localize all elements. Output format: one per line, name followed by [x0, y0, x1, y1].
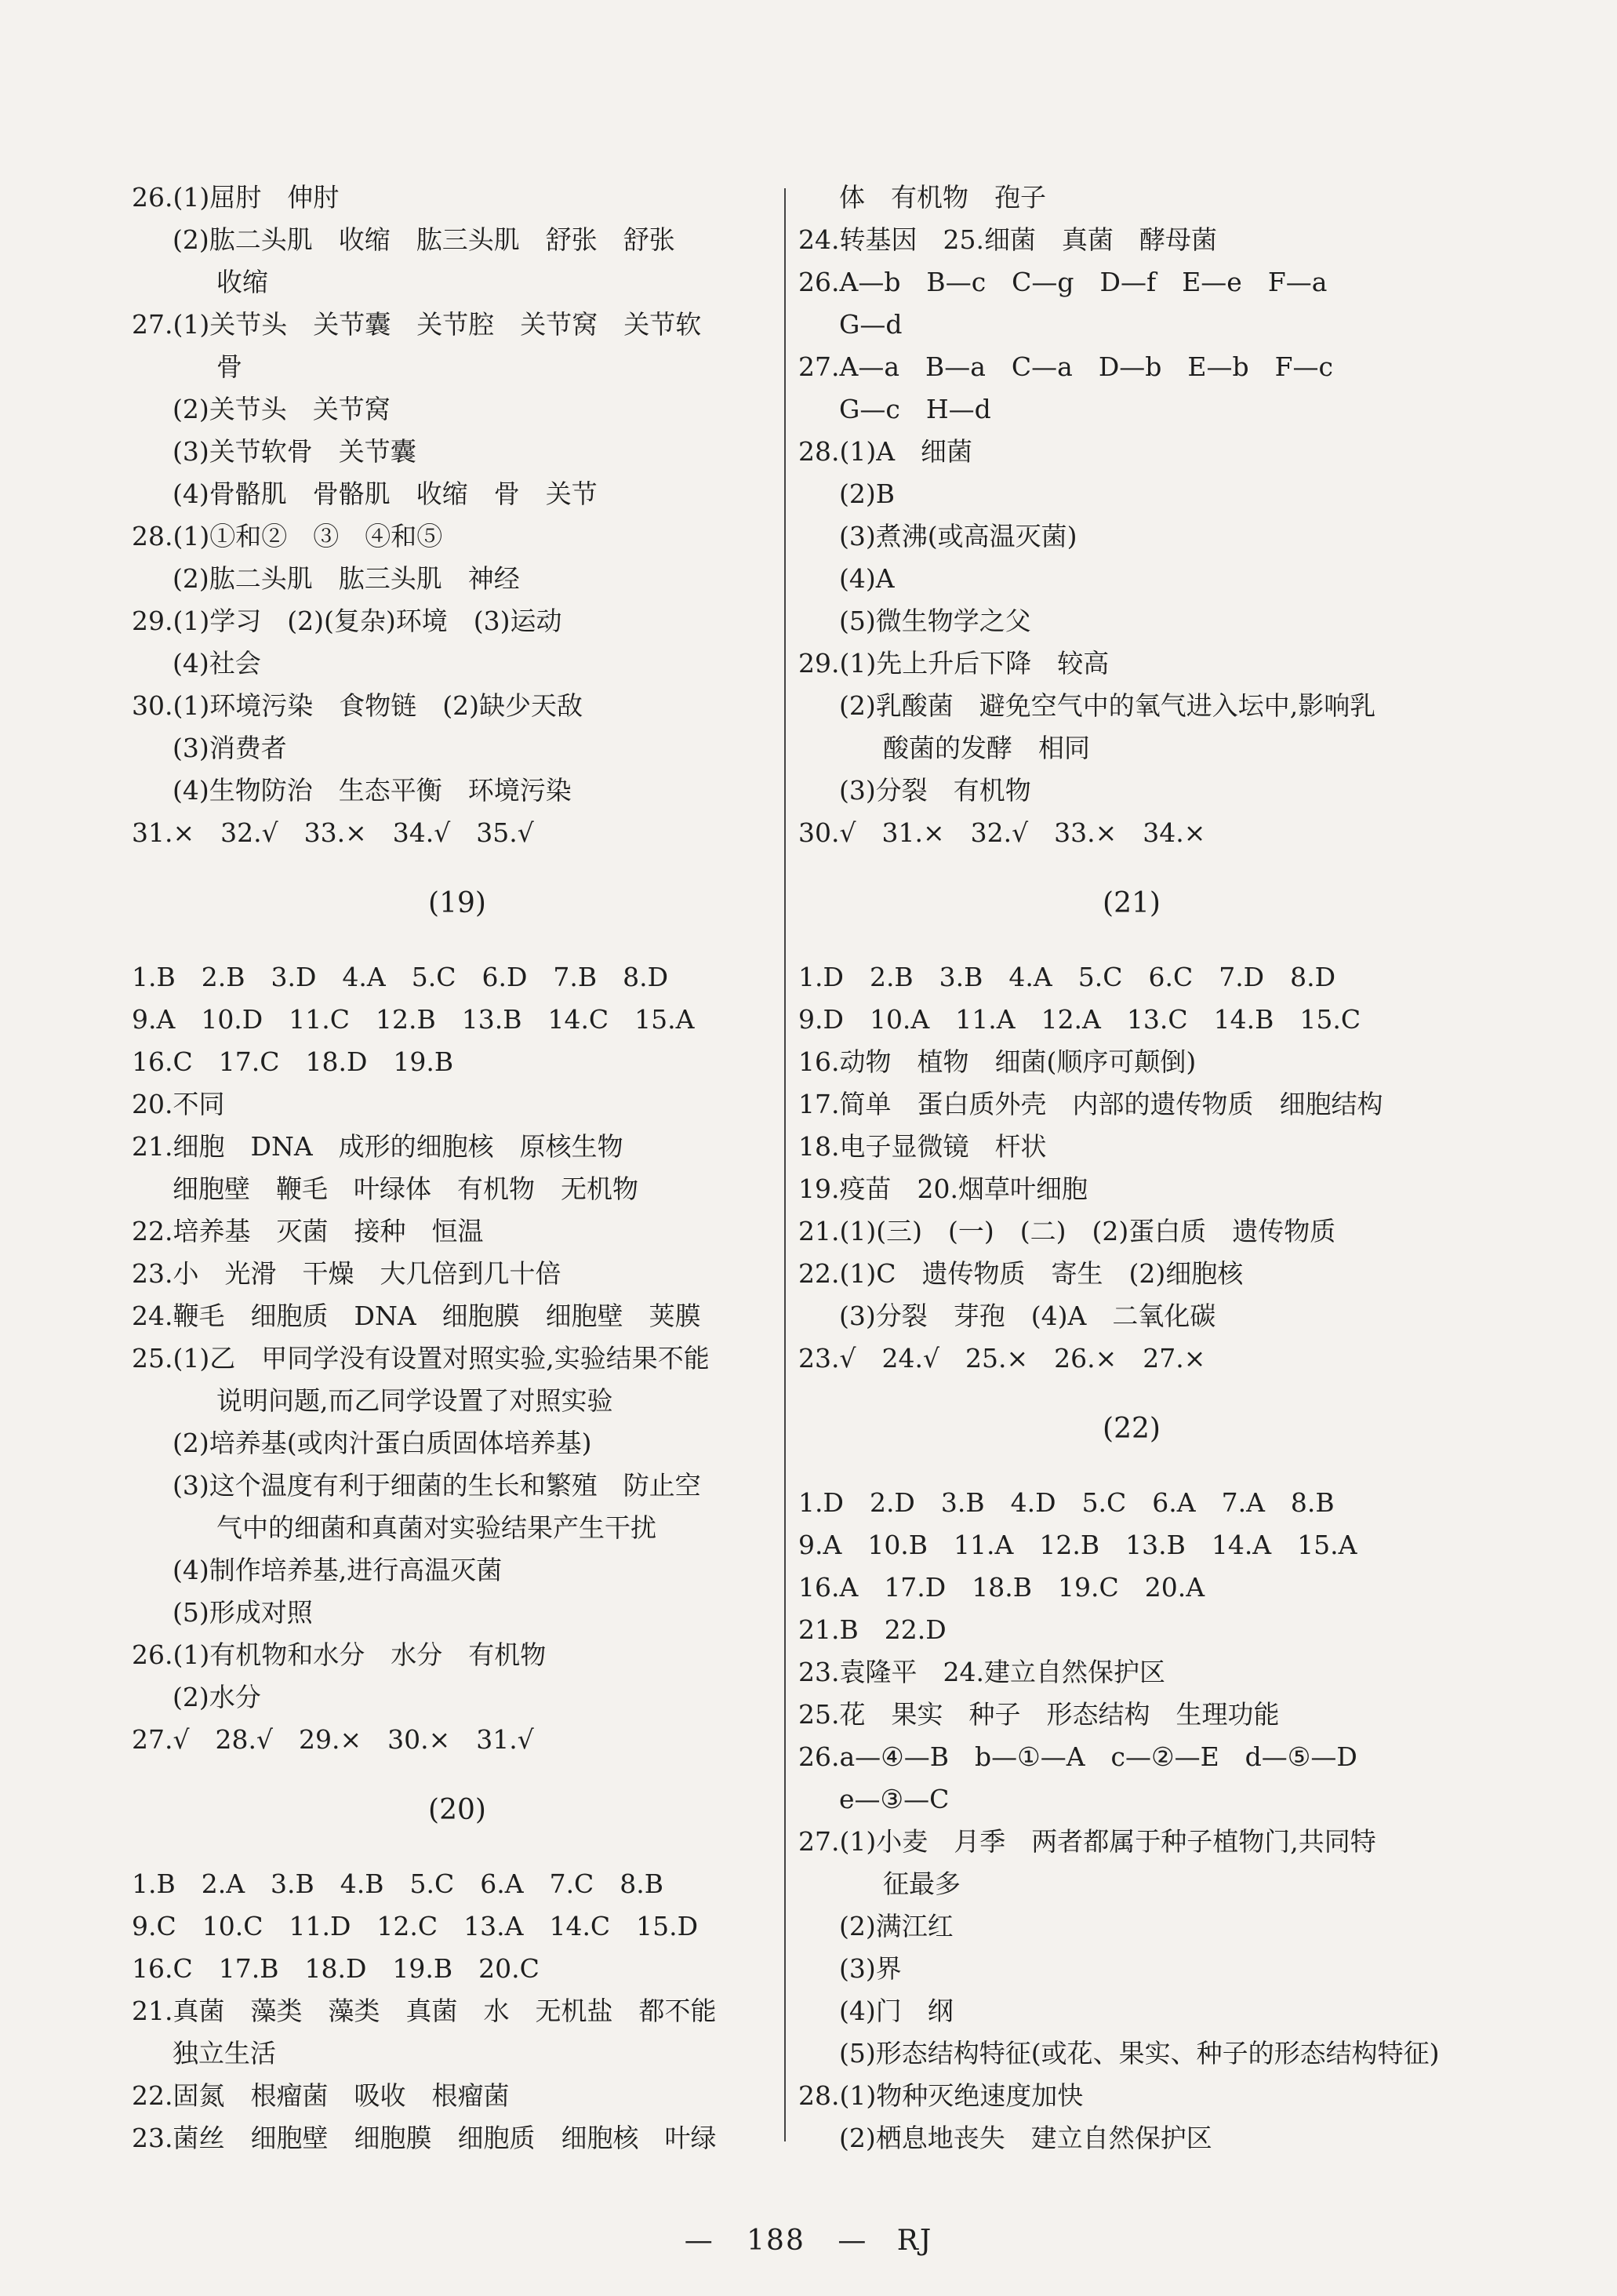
answer-line: 27.(1)小麦 月季 两者都属于种子植物门,共同特	[798, 1826, 1376, 1857]
answer-line: 9.A 10.D 11.C 12.B 13.B 14.C 15.A	[132, 1004, 695, 1035]
answer-line: 28.(1)物种灭绝速度加快	[798, 2080, 1084, 2111]
answer-line: 23.菌丝 细胞壁 细胞膜 细胞质 细胞核 叶绿	[132, 2123, 717, 2153]
answer-line: (2)水分	[173, 1682, 261, 1712]
answer-line: 26.(1)屈肘 伸肘	[132, 182, 340, 213]
answer-line: 27.A—a B—a C—a D—b E—b F—c	[798, 351, 1334, 382]
answer-line: 9.A 10.B 11.A 12.B 13.B 14.A 15.A	[798, 1530, 1357, 1560]
answer-line: 25.花 果实 种子 形态结构 生理功能	[798, 1699, 1280, 1730]
answer-line: (2)肱二头肌 收缩 肱三头肌 舒张 舒张	[173, 224, 675, 255]
answer-line: (2)肱二头肌 肱三头肌 神经	[173, 563, 520, 594]
answer-line: 26.a—④—B b—①—A c—②—E d—⑤—D	[798, 1741, 1357, 1772]
answer-line: (4)门 纲	[839, 1996, 954, 2026]
answer-line: 22.固氮 根瘤菌 吸收 根瘤菌	[132, 2080, 510, 2111]
answer-line: (3)消费者	[173, 733, 287, 763]
answer-line: 23.小 光滑 干燥 大几倍到几十倍	[132, 1258, 561, 1289]
answer-line: (3)分裂 有机物	[839, 775, 1031, 806]
answer-line: 22.(1)C 遗传物质 寄生 (2)细胞核	[798, 1258, 1244, 1289]
answer-line: (3)煮沸(或高温灭菌)	[839, 521, 1077, 551]
answer-line: 27.(1)关节头 关节囊 关节腔 关节窝 关节软	[132, 309, 702, 340]
answer-line: (4)A	[839, 563, 895, 594]
answer-line: (5)形成对照	[173, 1597, 313, 1628]
answer-line: 28.(1)①和② ③ ④和⑤	[132, 521, 443, 551]
footer-dash: —	[838, 2225, 868, 2257]
answer-line: 9.D 10.A 11.A 12.A 13.C 14.B 15.C	[798, 1004, 1361, 1035]
answer-line: 28.(1)A 细菌	[798, 436, 973, 467]
answer-line: 30.√ 31.× 32.√ 33.× 34.×	[798, 817, 1206, 848]
answer-line: 酸菌的发酵 相同	[883, 733, 1090, 763]
answer-line: (3)这个温度有利于细菌的生长和繁殖 防止空	[173, 1470, 701, 1501]
answer-line: 征最多	[883, 1868, 961, 1899]
page-footer	[0, 2224, 1617, 2258]
answer-line: 1.D 2.B 3.B 4.A 5.C 6.C 7.D 8.D	[798, 962, 1336, 992]
answer-line: 细胞壁 鞭毛 叶绿体 有机物 无机物	[173, 1173, 638, 1204]
answer-line: (3)界	[839, 1953, 902, 1984]
answer-line: (2)栖息地丧失 建立自然保护区	[839, 2123, 1212, 2153]
edition-label: RJ	[896, 2225, 933, 2257]
section-heading: (20)	[428, 1794, 486, 1826]
answer-line: 23.袁隆平 24.建立自然保护区	[798, 1657, 1165, 1687]
answer-line: 16.C 17.B 18.D 19.B 20.C	[132, 1953, 540, 1984]
answer-line: (4)社会	[173, 648, 261, 679]
answer-line: 20.不同	[132, 1089, 225, 1119]
answer-line: 31.× 32.√ 33.× 34.√ 35.√	[132, 817, 534, 848]
answer-line: (4)制作培养基,进行高温灭菌	[173, 1555, 503, 1585]
answer-line: 21.真菌 藻类 藻类 真菌 水 无机盐 都不能	[132, 1996, 717, 2026]
answer-line: (4)生物防治 生态平衡 环境污染	[173, 775, 572, 806]
answer-line: e—③—C	[839, 1784, 950, 1814]
column-divider	[784, 188, 786, 2141]
answer-line: (4)骨骼肌 骨骼肌 收缩 骨 关节	[173, 478, 598, 509]
answer-line: 1.B 2.B 3.D 4.A 5.C 6.D 7.B 8.D	[132, 962, 669, 992]
answer-line: 26.(1)有机物和水分 水分 有机物	[132, 1639, 547, 1670]
answer-line: 29.(1)学习 (2)(复杂)环境 (3)运动	[132, 606, 562, 636]
answer-line: 19.疫苗 20.烟草叶细胞	[798, 1173, 1088, 1204]
answer-line: 1.D 2.D 3.B 4.D 5.C 6.A 7.A 8.B	[798, 1487, 1335, 1518]
footer-dash: —	[684, 2225, 714, 2257]
answer-line: 1.B 2.A 3.B 4.B 5.C 6.A 7.C 8.B	[132, 1868, 664, 1899]
answer-line: 9.C 10.C 11.D 12.C 13.A 14.C 15.D	[132, 1911, 699, 1941]
answer-line: 独立生活	[173, 2038, 276, 2069]
answer-line: 21.细胞 DNA 成形的细胞核 原核生物	[132, 1131, 623, 1162]
answer-line: 16.A 17.D 18.B 19.C 20.A	[798, 1572, 1205, 1603]
answer-line: 16.C 17.C 18.D 19.B	[132, 1046, 454, 1077]
answer-line: 24.鞭毛 细胞质 DNA 细胞膜 细胞壁 荚膜	[132, 1301, 701, 1331]
section-heading: (21)	[1103, 887, 1161, 919]
answer-line: (5)微生物学之父	[839, 606, 1031, 636]
answer-line: 18.电子显微镜 杆状	[798, 1131, 1047, 1162]
answer-line: G—d	[839, 309, 903, 340]
answer-line: 30.(1)环境污染 食物链 (2)缺少天敌	[132, 690, 583, 721]
answer-line: 29.(1)先上升后下降 较高	[798, 648, 1110, 679]
answer-line: (2)乳酸菌 避免空气中的氧气进入坛中,影响乳	[839, 690, 1376, 721]
answer-line: (3)关节软骨 关节囊	[173, 436, 416, 467]
answer-line: 25.(1)乙 甲同学没有设置对照实验,实验结果不能	[132, 1343, 710, 1374]
answer-line: 21.B 22.D	[798, 1614, 947, 1645]
answer-line: 26.A—b B—c C—g D—f E—e F—a	[798, 267, 1328, 297]
answer-line: (2)关节头 关节窝	[173, 394, 391, 424]
answer-line: (3)分裂 芽孢 (4)A 二氧化碳	[839, 1301, 1216, 1331]
section-heading: (22)	[1103, 1413, 1161, 1445]
answer-line: 体 有机物 孢子	[839, 182, 1046, 213]
answer-line: (2)满江红	[839, 1911, 954, 1941]
answer-line: 21.(1)(三) (一) (二) (2)蛋白质 遗传物质	[798, 1216, 1336, 1246]
answer-line: 23.√ 24.√ 25.× 26.× 27.×	[798, 1343, 1206, 1374]
answer-line: (5)形态结构特征(或花、果实、种子的形态结构特征)	[839, 2038, 1440, 2069]
answer-line: 骨	[216, 351, 242, 382]
answer-line: (2)培养基(或肉汁蛋白质固体培养基)	[173, 1428, 592, 1458]
answer-line: 16.动物 植物 细菌(顺序可颠倒)	[798, 1046, 1197, 1077]
answer-line: 17.简单 蛋白质外壳 内部的遗传物质 细胞结构	[798, 1089, 1383, 1119]
answer-line: 气中的细菌和真菌对实验结果产生干扰	[216, 1512, 656, 1543]
page-number: 188	[747, 2225, 805, 2257]
answer-line: (2)B	[839, 478, 895, 509]
section-heading: (19)	[428, 887, 486, 919]
answer-line: 收缩	[216, 267, 268, 297]
answer-line: 24.转基因 25.细菌 真菌 酵母菌	[798, 224, 1217, 255]
answer-line: 27.√ 28.√ 29.× 30.× 31.√	[132, 1724, 534, 1755]
answer-line: 说明问题,而乙同学设置了对照实验	[216, 1385, 613, 1416]
answer-line: G—c H—d	[839, 394, 991, 424]
answer-line: 22.培养基 灭菌 接种 恒温	[132, 1216, 484, 1246]
